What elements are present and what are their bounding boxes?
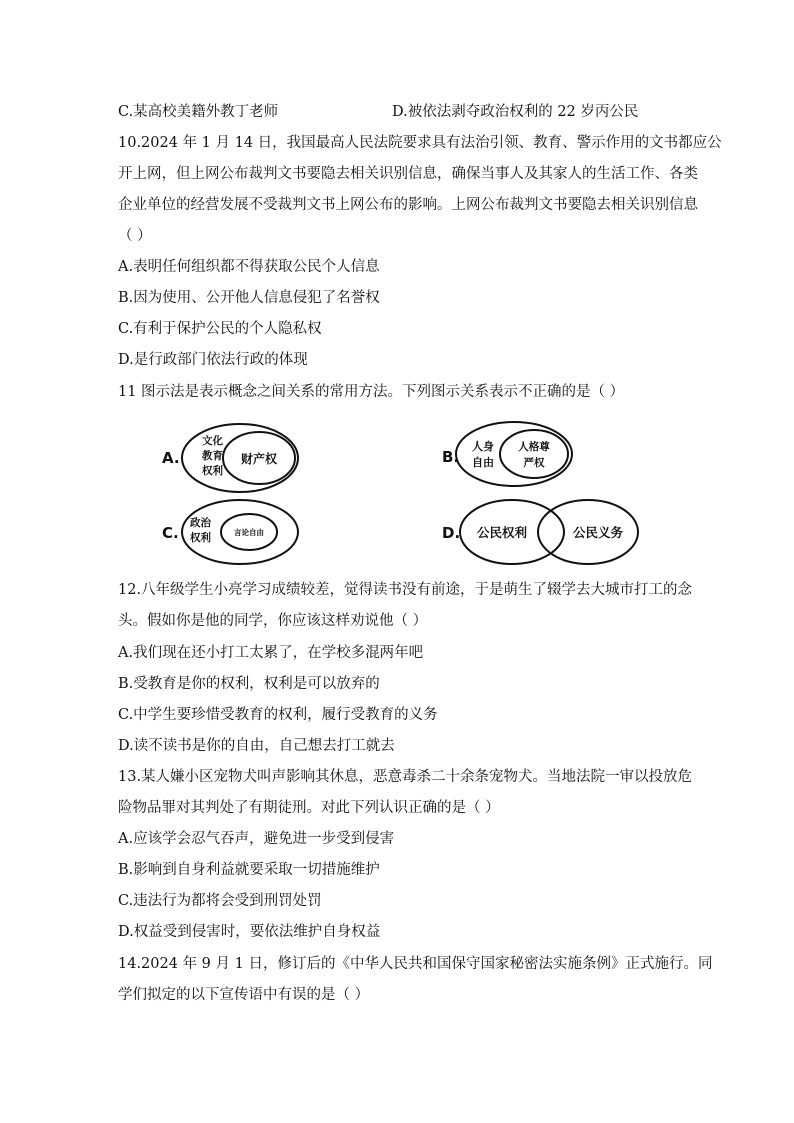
diagram-b-inner-label-1: 人格尊 — [518, 441, 550, 453]
q10-stem-line-2: 开上网，但上网公布裁判文书要隐去相关识别信息，确保当事人及其家人的生活工作、各类 — [118, 166, 698, 182]
q13-option-d: D.权益受到侵害时，要依法维护自身权益 — [118, 924, 381, 940]
q13-option-b: B.影响到自身利益就要采取一切措施维护 — [118, 862, 380, 878]
q10-option-c: C.有利于保护公民的个人隐私权 — [118, 321, 322, 337]
q12-option-a: A.我们现在还小打工太累了，在学校多混两年吧 — [118, 645, 424, 661]
diagram-a-letter: A. — [162, 449, 180, 467]
q12-option-b: B.受教育是你的权利，权利是可以放弃的 — [118, 676, 380, 692]
diagram-d-letter: D. — [442, 524, 461, 542]
q13-option-a: A.应该学会忍气吞声，避免进一步受到侵害 — [118, 831, 395, 847]
diagram-c — [162, 500, 298, 564]
q9-option-d: D.被依法剥夺政治权利的 22 岁丙公民 — [392, 104, 639, 120]
q14-stem-line-2: 学们拟定的以下宣传语中有误的是（ ） — [118, 987, 370, 1003]
diagram-d — [442, 500, 638, 564]
diagram-b-outer-label-2: 自由 — [472, 456, 494, 469]
diagram-b-letter: B. — [442, 448, 460, 466]
q10-stem-line-3: 企业单位的经营发展不受裁判文书上网公布的影响。上网公布裁判文书要隐去相关识别信息 — [118, 197, 698, 213]
q13-option-c: C.违法行为都将会受到刑罚处罚 — [118, 893, 322, 909]
q12-option-d: D.读不读书是你的自由，自己想去打工就去 — [118, 738, 395, 754]
diagram-b-outer-label-1: 人身 — [472, 440, 494, 453]
diagram-d-left-label: 公民权利 — [476, 525, 528, 540]
q12-stem-line-1: 12.八年级学生小亮学习成绩较差，觉得读书没有前途，于是萌生了辍学去大城市打工的念 — [118, 582, 693, 598]
diagram-c-letter: C. — [162, 524, 179, 542]
q13-stem-line-2: 险物品罪对其判处了有期徒刑。对此下列认识正确的是（ ） — [118, 800, 500, 816]
q13-stem-line-1: 13.某人嫌小区宠物犬叫声影响其休息，恶意毒杀二十余条宠物犬。当地法院一审以投放危 — [118, 769, 693, 785]
diagram-c-outer-label-2: 权利 — [190, 532, 211, 544]
q11-venn-diagrams — [150, 414, 650, 570]
diagram-b-inner-label-2: 严权 — [523, 457, 545, 469]
q10-option-a: A.表明任何组织都不得获取公民个人信息 — [118, 259, 380, 275]
q12-option-c: C.中学生要珍惜受教育的权利，履行受教育的义务 — [118, 707, 438, 723]
diagram-a-outer-label-2: 教育 — [202, 450, 223, 462]
diagram-c-outer-label-1: 政治 — [190, 517, 211, 529]
q14-stem-line-1: 14.2024 年 9 月 1 日，修订后的《中华人民共和国保守国家秘密法实施条例》正式施行。同 — [118, 956, 713, 972]
diagram-a-inner-label: 财产权 — [240, 452, 278, 466]
q9-option-c: C.某高校美籍外教丁老师 — [118, 104, 279, 120]
q10-answer-blank: （ ） — [118, 228, 152, 244]
diagram-b-outer-ellipse — [456, 422, 572, 486]
diagram-c-inner-label: 言论自由 — [234, 528, 264, 537]
diagram-d-right-label: 公民义务 — [572, 525, 624, 540]
q10-option-d: D.是行政部门依法行政的体现 — [118, 352, 308, 368]
q11-stem: 11 图示法是表示概念之间关系的常用方法。下列图示关系表示不正确的是（ ） — [118, 384, 625, 400]
q10-option-b: B.因为使用、公开他人信息侵犯了名誉权 — [118, 290, 380, 306]
diagram-a-outer-label-1: 文化 — [202, 435, 223, 447]
q10-stem-line-1: 10.2024 年 1 月 14 日，我国最高人民法院要求具有法治引领、教育、警示作用的文书都应公 — [118, 135, 722, 151]
diagram-b-inner-ellipse — [500, 430, 568, 478]
diagram-b — [442, 422, 572, 486]
diagram-a-outer-label-3: 权利 — [202, 465, 223, 477]
q12-stem-line-2: 头。假如你是他的同学，你应该这样劝说他（ ） — [118, 613, 428, 629]
diagram-a — [162, 424, 298, 492]
